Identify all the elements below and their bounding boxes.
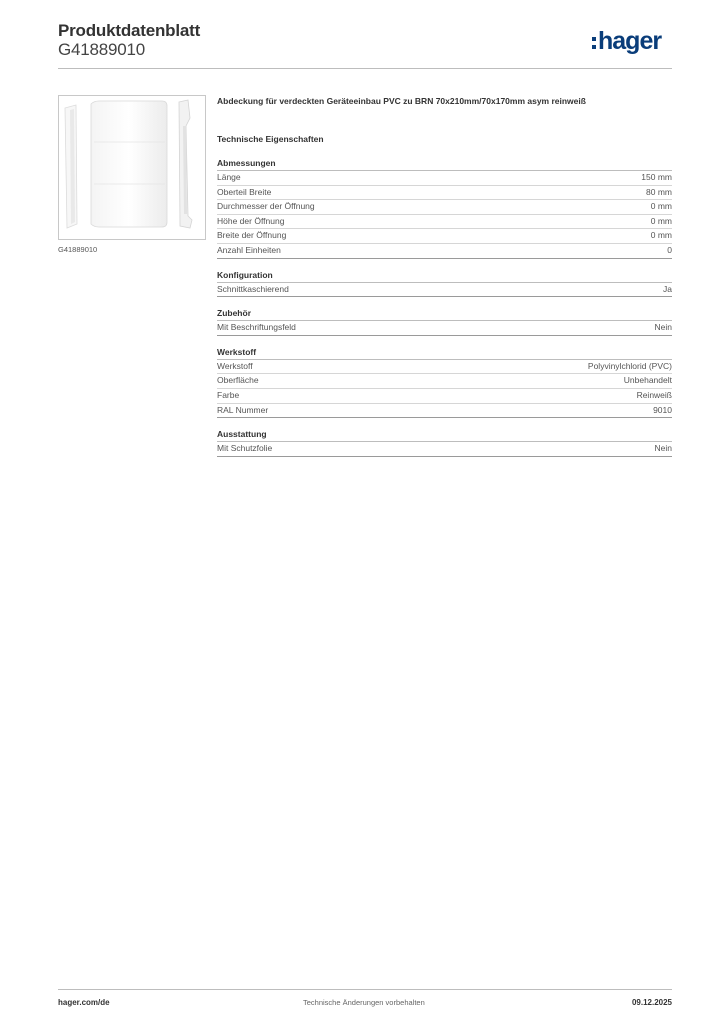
spec-value: 0 mm [650,230,672,241]
spec-label: Oberfläche [217,375,259,386]
product-title: Abdeckung für verdeckten Geräteeinbau PVC zu BRN 70x210mm/70x170mm asym reinweiß [217,96,586,106]
spec-label: Farbe [217,389,240,400]
spec-value: Unbehandelt [623,375,672,386]
footer-date: 09.12.2025 [631,998,672,1007]
spec-label: Mit Beschriftungsfeld [217,322,296,333]
spec-section [217,270,672,298]
spec-value: 0 mm [650,201,672,212]
spec-row [217,374,672,389]
product-cover-icon [59,96,205,239]
spec-row [217,283,672,298]
spec-label: Breite der Öffnung [217,230,287,241]
spec-section [217,308,672,336]
spec-value: 80 mm [646,186,672,197]
logo-dots-icon [592,37,596,49]
spec-value: Nein [654,322,672,333]
spec-row [217,200,672,215]
header-divider [58,68,672,69]
spec-row [217,229,672,244]
spec-value: Polyvinylchlorid (PVC) [587,360,672,371]
section-title: Zubehör [217,308,672,321]
spec-section [217,347,672,418]
section-title: Ausstattung [217,429,672,442]
spec-label: RAL Nummer [217,404,269,415]
spec-row [217,360,672,375]
spec-row [217,389,672,404]
spec-row [217,244,672,259]
spec-row [217,215,672,230]
spec-label: Werkstoff [217,360,253,371]
spec-value: 9010 [653,404,672,415]
spec-label: Höhe der Öffnung [217,215,285,226]
hager-logo [592,26,661,56]
footer-divider [58,989,672,990]
spec-value: Nein [654,443,672,454]
spec-value: 150 mm [641,172,672,182]
tech-properties-heading: Technische Eigenschaften [217,134,324,144]
page-title: Produktdatenblatt [58,21,201,40]
product-details [217,96,672,468]
spec-label: Anzahl Einheiten [217,244,281,255]
spec-label: Mit Schutzfolie [217,443,273,454]
spec-sections [217,158,672,457]
spec-value: 0 mm [650,215,672,226]
spec-value: Reinweiß [636,389,672,400]
spec-label: Schnittkaschierend [217,283,289,294]
footer-note: Technische Änderungen vorbehalten [303,998,425,1007]
section-title: Konfiguration [217,270,672,283]
spec-row [217,186,672,201]
spec-row [217,321,672,336]
spec-label: Durchmesser der Öffnung [217,201,315,212]
footer-url: hager.com/de [58,998,110,1007]
spec-row [217,404,672,419]
spec-section [217,158,672,259]
product-image [58,95,206,240]
product-code: G41889010 [58,40,146,59]
logo-text: hager [598,26,662,55]
spec-label: Länge [217,172,241,182]
spec-label: Oberteil Breite [217,186,272,197]
spec-value: Ja [663,283,672,294]
spec-row [217,171,672,186]
section-title: Werkstoff [217,347,672,360]
image-caption: G41889010 [58,245,98,254]
spec-row [217,442,672,457]
spec-section [217,429,672,457]
section-title: Abmessungen [217,158,672,171]
spec-value: 0 [667,244,672,255]
